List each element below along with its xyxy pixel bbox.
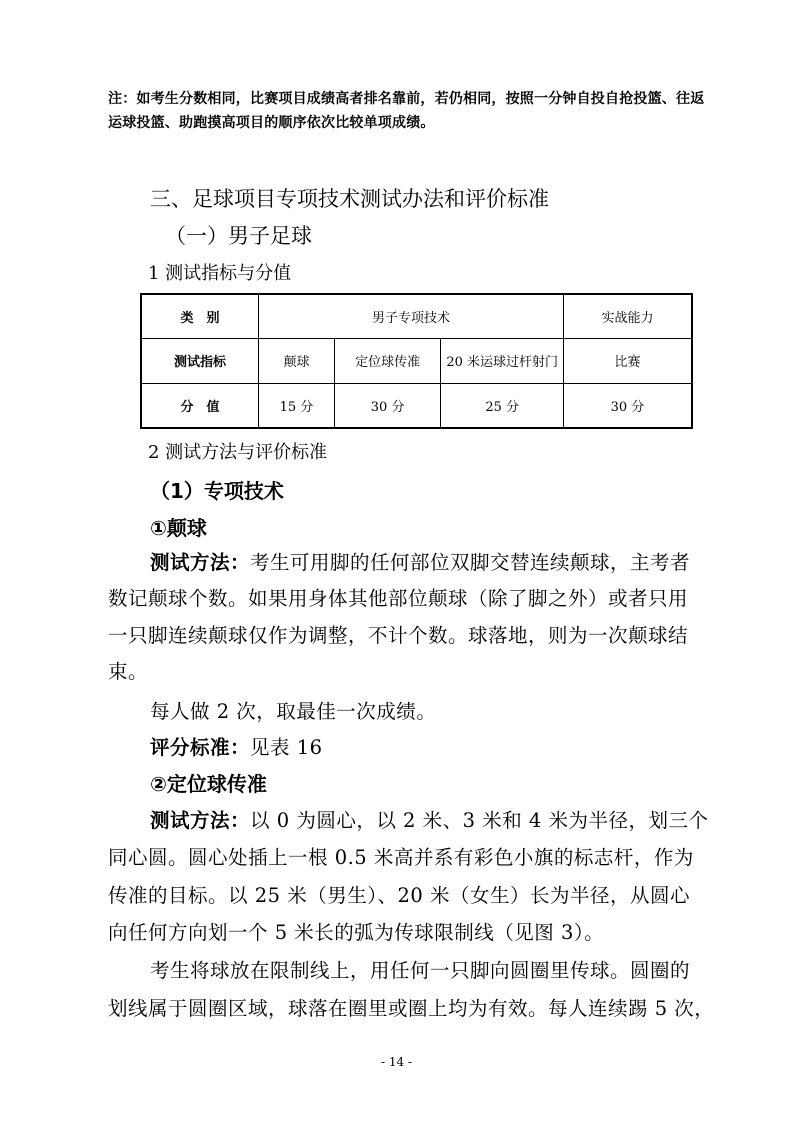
paragraph-line: 划线属于圆圈区域，球落在圈里或圈上均为有效。每人连续踢 5 次， [108, 997, 715, 1020]
paragraph-line: 向任何方向划一个 5 米长的弧为传球限制线（见图 3）。 [108, 921, 605, 944]
scoring-text: 见表 16 [250, 736, 323, 759]
paragraph-line: 束。 [108, 660, 149, 683]
tech-title: （1）专项技术 [150, 479, 284, 503]
passing-title: ②定位球传准 [150, 772, 267, 796]
attempts-line: 每人做 2 次，取最佳一次成绩。 [150, 700, 437, 723]
paragraph-line: 考生将球放在限制线上，用任何一只脚向圆圈里传球。圆圈的 [150, 959, 691, 982]
page-number: - 14 - [380, 1055, 412, 1069]
table-cell: 30 分 [334, 383, 441, 428]
passing-method-line-1 [150, 805, 709, 836]
table-cell: 颠球 [259, 338, 335, 383]
table-row [141, 383, 692, 428]
method-label: 测试方法： [150, 809, 251, 832]
table-cell: 20 米运球过杆射门 [441, 338, 564, 383]
item-2-title: 2 测试方法与评价标准 [148, 442, 328, 463]
paragraph-line: 同心圆。圆心处插上一根 0.5 米高并系有彩色小旗的标志杆，作为 [108, 846, 694, 869]
juggling-title: ①颠球 [150, 516, 207, 540]
table-group-header: 男子专项技术 [259, 294, 564, 338]
paragraph-text: 考生可用脚的任何部位双脚交替连续颠球，主考者 [250, 551, 691, 574]
paragraph-text: 以 0 为圆心，以 2 米、3 米和 4 米为半径，划三个 [250, 809, 709, 832]
method-label: 测试方法： [150, 551, 251, 574]
juggling-method-line-1 [150, 547, 690, 578]
paragraph-line: 传准的目标。以 25 米（男生）、20 米（女生）长为半径，从圆心 [108, 884, 690, 907]
item-1-title: 1 测试指标与分值 [148, 263, 292, 284]
paragraph-line: 数记颠球个数。如果用身体其他部位颠球（除了脚之外）或者只用 [108, 587, 689, 610]
section-title: 三、足球项目专项技术测试办法和评价标准 [150, 187, 549, 211]
paragraph-line: 一只脚连续颠球仅作为调整，不计个数。球落地，则为一次颠球结 [108, 624, 689, 647]
table-cell: 15 分 [259, 383, 335, 428]
note-line-1: 注：如考生分数相同，比赛项目成绩高者排名靠前，若仍相同，按照一分钟自投自抢投篮、往返 [108, 91, 705, 107]
table-cell: 25 分 [441, 383, 564, 428]
table-row-header: 类 别 [141, 294, 259, 338]
table-cell: 定位球传准 [334, 338, 441, 383]
note-line-2: 运球投篮、助跑摸高项目的顺序依次比较单项成绩。 [108, 115, 435, 131]
table-cell: 比赛 [563, 338, 692, 383]
subsection-title: （一）男子足球 [165, 224, 312, 248]
scoring-line [150, 732, 323, 763]
score-table [140, 293, 693, 429]
table-group-header: 实战能力 [563, 294, 692, 338]
table-row [141, 338, 692, 383]
table-row [141, 294, 692, 338]
scoring-label: 评分标准： [150, 736, 251, 759]
table-row-header: 分 值 [141, 383, 259, 428]
table-cell: 30 分 [563, 383, 692, 428]
table-row-header: 测试指标 [141, 338, 259, 383]
